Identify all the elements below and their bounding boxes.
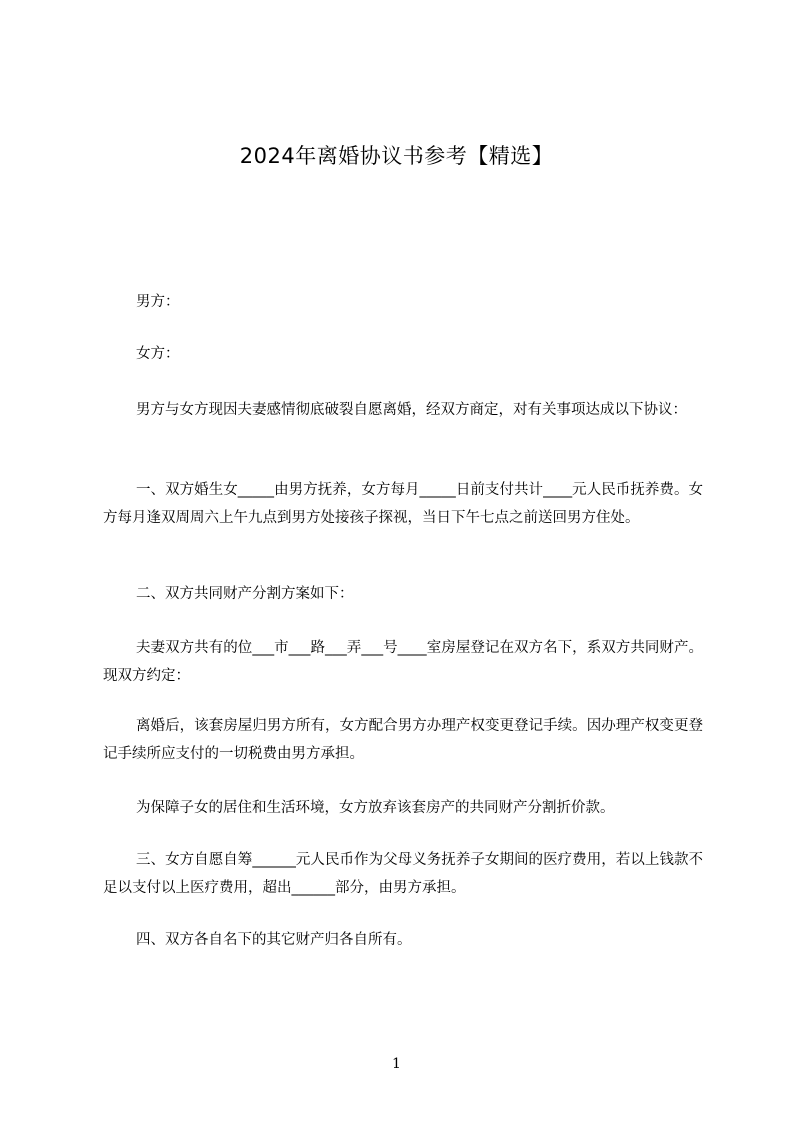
paragraph-clause-3-medical-fees: 三、女方自愿自筹______元人民币作为父母义务抚养子女期间的医疗费用，若以上钱款不足以支付以上医疗费用，超出______部分，由男方承担。 — [103, 852, 703, 896]
paragraph-clause-2-heading: 二、双方共同财产分割方案如下： — [136, 586, 354, 602]
document-title: 2024年离婚协议书参考【精选】 — [239, 144, 554, 168]
paragraph-preamble: 男方与女方现因夫妻感情彻底破裂自愿离婚，经双方商定，对有关事项达成以下协议： — [136, 402, 687, 418]
paragraph-clause-1-child-custody: 一、双方婚生女_____由男方抚养，女方每月_____日前支付共计____元人民币抚养费。女方每月逢双周周六上午九点到男方处接孩子探视，当日下午七点之前送回男方住处。 — [103, 482, 703, 526]
paragraph-clause-4-other-property: 四、双方各自名下的其它财产归各自所有。 — [136, 932, 412, 948]
paragraph-female-party: 女方： — [136, 346, 180, 362]
page-number: 1 — [392, 1056, 401, 1072]
paragraph-male-party: 男方： — [136, 294, 180, 310]
paragraph-property-ownership: 离婚后，该套房屋归男方所有，女方配合男方办理产权变更登记手续。因办理产权变更登记手续所应支付的一切税费由男方承担。 — [103, 718, 703, 762]
paragraph-property-description: 夫妻双方共有的位___市___路___弄___号____室房屋登记在双方名下，系双方共同财产。现双方约定： — [103, 640, 703, 684]
paragraph-property-waiver: 为保障子女的居住和生活环境，女方放弃该套房产的共同财产分割折价款。 — [136, 800, 615, 816]
